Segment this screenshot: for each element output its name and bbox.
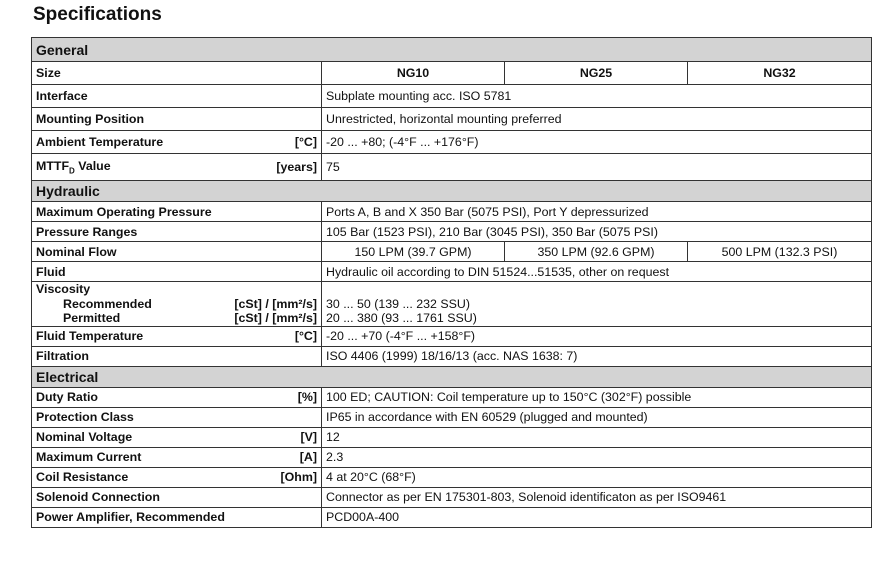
fluid-value: Hydraulic oil according to DIN 51524...51535, other on request [322, 262, 872, 282]
viscosity-recommended-value: 30 ... 50 (139 ... 232 SSU) [326, 296, 470, 311]
solenoid-label: Solenoid Connection [32, 487, 322, 507]
table-row-nominal-flow [32, 242, 872, 262]
amplifier-value: PCD00A-400 [322, 507, 872, 527]
mounting-value: Unrestricted, horizontal mounting preferred [322, 108, 872, 131]
table-row-solenoid-connection [32, 487, 872, 507]
amplifier-label: Power Amplifier, Recommended [32, 507, 322, 527]
voltage-value: 12 [322, 427, 872, 447]
current-label: Maximum Current [36, 450, 142, 464]
table-row-filtration [32, 346, 872, 366]
pressure-ranges-label: Pressure Ranges [32, 222, 322, 242]
nominal-flow-ng10: 150 LPM (39.7 GPM) [322, 242, 505, 262]
filtration-label: Filtration [32, 346, 322, 366]
duty-value: 100 ED; CAUTION: Coil temperature up to 150°C (302°F) possible [322, 387, 872, 407]
fluid-temp-value: -20 ... +70 (-4°F ... +158°F) [322, 326, 872, 346]
viscosity-recommended-label: Recommended [63, 296, 152, 311]
protection-value: IP65 in accordance with EN 60529 (plugged and mounted) [322, 407, 872, 427]
viscosity-label: Viscosity [36, 282, 91, 296]
fluid-temp-label-cell [32, 326, 322, 346]
fluid-temp-unit: [°C] [294, 329, 317, 343]
max-pressure-value: Ports A, B and X 350 Bar (5075 PSI), Port Y depressurized [322, 202, 872, 222]
size-label: Size [32, 62, 322, 85]
fluid-temp-label: Fluid Temperature [36, 329, 144, 343]
section-row-general [32, 38, 872, 62]
voltage-unit: [V] [300, 430, 317, 444]
duty-label-cell [32, 387, 322, 407]
duty-unit: [%] [297, 390, 317, 404]
viscosity-permitted-unit: [cSt] / [mm²/s] [234, 311, 317, 325]
viscosity-recommended-unit: [cSt] / [mm²/s] [234, 296, 317, 311]
resistance-label-cell [32, 467, 322, 487]
viscosity-value-cell [322, 282, 872, 327]
table-row-max-current [32, 447, 872, 467]
current-label-cell [32, 447, 322, 467]
section-row-electrical [32, 366, 872, 387]
table-row-fluid [32, 262, 872, 282]
mttf-subscript: D [69, 166, 75, 176]
table-row-max-pressure [32, 202, 872, 222]
interface-label: Interface [32, 85, 322, 108]
ambient-value: -20 ... +80; (-4°F ... +176°F) [322, 131, 872, 154]
mttf-label: $MTTF_D$ Value [36, 158, 111, 176]
resistance-value: 4 at 20°C (68°F) [322, 467, 872, 487]
table-row-viscosity [32, 282, 872, 327]
current-value: 2.3 [322, 447, 872, 467]
mttf-unit: [years] [276, 160, 317, 174]
page-title: Specifications [33, 4, 162, 25]
section-heading-hydraulic: Hydraulic [32, 181, 872, 202]
table-row-pressure-ranges [32, 222, 872, 242]
table-row-duty-ratio [32, 387, 872, 407]
pressure-ranges-value: 105 Bar (1523 PSI), 210 Bar (3045 PSI), 350 Bar (5075 PSI) [322, 222, 872, 242]
solenoid-value: Connector as per EN 175301-803, Solenoid identificaton as per ISO9461 [322, 487, 872, 507]
size-ng32: NG32 [688, 62, 872, 85]
table-row-protection-class [32, 407, 872, 427]
viscosity-recommended-row [36, 297, 317, 312]
ambient-label-cell [32, 131, 322, 154]
filtration-value: ISO 4406 (1999) 18/16/13 (acc. NAS 1638: 7) [322, 346, 872, 366]
table-row-interface [32, 85, 872, 108]
nominal-flow-ng25: 350 LPM (92.6 GPM) [505, 242, 688, 262]
mttf-label-cell [32, 154, 322, 181]
table-row-mttf [32, 154, 872, 181]
voltage-label-cell [32, 427, 322, 447]
nominal-flow-label: Nominal Flow [32, 242, 322, 262]
protection-label: Protection Class [32, 407, 322, 427]
viscosity-label-cell [32, 282, 322, 327]
resistance-label: Coil Resistance [36, 470, 129, 484]
table-row-mounting [32, 108, 872, 131]
size-ng10: NG10 [322, 62, 505, 85]
max-pressure-label: Maximum Operating Pressure [32, 202, 322, 222]
interface-value: Subplate mounting acc. ISO 5781 [322, 85, 872, 108]
table-row-power-amplifier [32, 507, 872, 527]
section-heading-general: General [32, 38, 872, 62]
viscosity-permitted-value: 20 ... 380 (93 ... 1761 SSU) [326, 311, 477, 325]
nominal-flow-ng32: 500 LPM (132.3 PSI) [688, 242, 872, 262]
mounting-label: Mounting Position [32, 108, 322, 131]
ambient-unit: [°C] [294, 135, 317, 149]
ambient-label: Ambient Temperature [36, 135, 164, 149]
specifications-table [31, 37, 872, 528]
table-row-coil-resistance [32, 467, 872, 487]
viscosity-permitted-row [36, 311, 317, 326]
fluid-label: Fluid [32, 262, 322, 282]
section-heading-electrical: Electrical [32, 366, 872, 387]
resistance-unit: [Ohm] [280, 470, 317, 484]
duty-label: Duty Ratio [36, 390, 98, 404]
table-row-size [32, 62, 872, 85]
current-unit: [A] [299, 450, 317, 464]
table-row-ambient-temperature [32, 131, 872, 154]
size-ng25: NG25 [505, 62, 688, 85]
section-row-hydraulic [32, 181, 872, 202]
mttf-value: 75 [322, 154, 872, 181]
table-row-nominal-voltage [32, 427, 872, 447]
table-row-fluid-temperature [32, 326, 872, 346]
viscosity-permitted-label: Permitted [63, 311, 121, 325]
voltage-label: Nominal Voltage [36, 430, 133, 444]
